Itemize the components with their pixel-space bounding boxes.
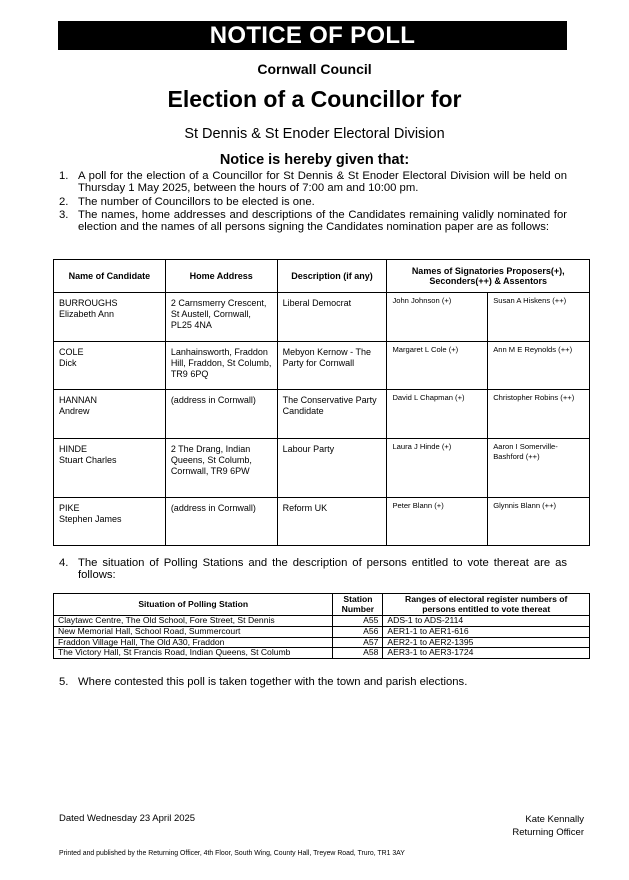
candidate-description: Liberal Democrat bbox=[277, 293, 387, 342]
candidate-name: PIKE Stephen James bbox=[54, 498, 166, 546]
table-row bbox=[54, 342, 590, 390]
candidate-address: Lanhainsworth, Fraddon Hill, Fraddon, St Columb, TR9 6PQ bbox=[165, 342, 277, 390]
register-range: AER1-1 to AER1-616 bbox=[383, 626, 590, 637]
header-signatories: Names of Signatories Proposers(+), Seconders(++) & Assentors bbox=[387, 260, 590, 293]
seconder: Christopher Robins (++) bbox=[488, 390, 590, 439]
proposer: John Johnson (+) bbox=[387, 293, 488, 342]
header-station: Station Number bbox=[333, 594, 383, 616]
officer-name: Kate Kennally bbox=[525, 814, 584, 825]
division-name: St Dennis & St Enoder Electoral Division bbox=[184, 126, 445, 142]
station-number: A58 bbox=[333, 648, 383, 659]
candidate-name: BURROUGHS Elizabeth Ann bbox=[54, 293, 166, 342]
proposer: David L Chapman (+) bbox=[387, 390, 488, 439]
seconder: Aaron I Somerville-Bashford (++) bbox=[488, 439, 590, 498]
dated-line: Dated Wednesday 23 April 2025 bbox=[59, 813, 196, 824]
candidate-address: (address in Cornwall) bbox=[165, 498, 277, 546]
table-row bbox=[54, 390, 590, 439]
station-number: A56 bbox=[333, 626, 383, 637]
candidate-description: Labour Party bbox=[277, 439, 387, 498]
proposer: Laura J Hinde (+) bbox=[387, 439, 488, 498]
register-range: AER2-1 to AER2-1395 bbox=[383, 637, 590, 648]
paragraph-text: The situation of Polling Stations and the description of persons entitled to vote thereat are as follows: bbox=[78, 557, 567, 582]
paragraph-3: 3. The names, home addresses and descriptions of the Candidates remaining validly nominated for election and the names of all persons signing the Candidates nomination paper are as follows: bbox=[59, 209, 567, 234]
candidate-name: HANNAN Andrew bbox=[54, 390, 166, 439]
paragraph-1: 1. A poll for the election of a Councillor for St Dennis & St Enoder Electoral Division will be held on Thursday 1 May 2025, between the hours of 7:00 am and 10:00 pm. bbox=[59, 170, 567, 195]
candidates-table bbox=[53, 259, 590, 546]
election-title: Election of a Councillor for bbox=[167, 86, 462, 112]
paragraph-2: 2. The number of Councillors to be elected is one. bbox=[59, 196, 567, 208]
station-situation: The Victory Hall, St Francis Road, Indian Queens, St Columb bbox=[54, 648, 333, 659]
station-situation: New Memorial Hall, School Road, Summercourt bbox=[54, 626, 333, 637]
imprint: Printed and published by the Returning Officer, 4th Floor, South Wing, County Hall, Treyew Road, Truro, TR1 3AY bbox=[59, 850, 405, 857]
notice-banner: NOTICE OF POLL bbox=[58, 21, 567, 50]
seconder: Glynnis Blann (++) bbox=[488, 498, 590, 546]
table-row bbox=[54, 616, 590, 627]
table-row bbox=[54, 439, 590, 498]
table-row bbox=[54, 293, 590, 342]
table-row bbox=[54, 498, 590, 546]
paragraph-text: A poll for the election of a Councillor for St Dennis & St Enoder Electoral Division will be held on Thursday 1 May 2025, between the hours of 7:00 am and 10:00 pm. bbox=[78, 170, 567, 195]
candidate-name: COLE Dick bbox=[54, 342, 166, 390]
paragraph-4: 4. The situation of Polling Stations and the description of persons entitled to vote thereat are as follows: bbox=[59, 557, 567, 582]
header-name: Name of Candidate bbox=[54, 260, 166, 293]
candidate-address: 2 The Drang, Indian Queens, St Columb, Cornwall, TR9 6PW bbox=[165, 439, 277, 498]
table-header-row bbox=[54, 260, 590, 293]
paragraph-5: 5. Where contested this poll is taken together with the town and parish elections. bbox=[59, 676, 567, 688]
header-description: Description (if any) bbox=[277, 260, 387, 293]
table-header-row bbox=[54, 594, 590, 616]
station-situation: Claytawc Centre, The Old School, Fore Street, St Dennis bbox=[54, 616, 333, 627]
station-situation: Fraddon Village Hall, The Old A30, Fraddon bbox=[54, 637, 333, 648]
register-range: AER3-1 to AER3-1724 bbox=[383, 648, 590, 659]
table-row bbox=[54, 648, 590, 659]
seconder: Susan A Hiskens (++) bbox=[488, 293, 590, 342]
table-row bbox=[54, 637, 590, 648]
header-situation: Situation of Polling Station bbox=[54, 594, 333, 616]
proposer: Margaret L Cole (+) bbox=[387, 342, 488, 390]
seconder: Ann M E Reynolds (++) bbox=[488, 342, 590, 390]
proposer: Peter Blann (+) bbox=[387, 498, 488, 546]
officer-title: Returning Officer bbox=[512, 827, 584, 838]
station-number: A55 bbox=[333, 616, 383, 627]
paragraph-text: Where contested this poll is taken together with the town and parish elections. bbox=[78, 676, 468, 688]
candidate-description: The Conservative Party Candidate bbox=[277, 390, 387, 439]
paragraph-text: The number of Councillors to be elected is one. bbox=[78, 196, 315, 208]
header-address: Home Address bbox=[165, 260, 277, 293]
candidate-description: Reform UK bbox=[277, 498, 387, 546]
table-row bbox=[54, 626, 590, 637]
register-range: ADS-1 to ADS-2114 bbox=[383, 616, 590, 627]
candidate-address: (address in Cornwall) bbox=[165, 390, 277, 439]
paragraph-text: The names, home addresses and descriptions of the Candidates remaining validly nominated for election and the names of all persons signing the Candidates nomination paper are as follows: bbox=[78, 209, 567, 234]
candidate-description: Mebyon Kernow - The Party for Cornwall bbox=[277, 342, 387, 390]
candidate-name: HINDE Stuart Charles bbox=[54, 439, 166, 498]
notice-heading: Notice is hereby given that: bbox=[219, 152, 410, 168]
candidate-address: 2 Carnsmerry Crescent, St Austell, Cornwall, PL25 4NA bbox=[165, 293, 277, 342]
polling-stations-table bbox=[53, 593, 590, 659]
header-ranges: Ranges of electoral register numbers of persons entitled to vote thereat bbox=[383, 594, 590, 616]
returning-officer bbox=[480, 813, 584, 839]
station-number: A57 bbox=[333, 637, 383, 648]
council-name: Cornwall Council bbox=[257, 61, 372, 77]
